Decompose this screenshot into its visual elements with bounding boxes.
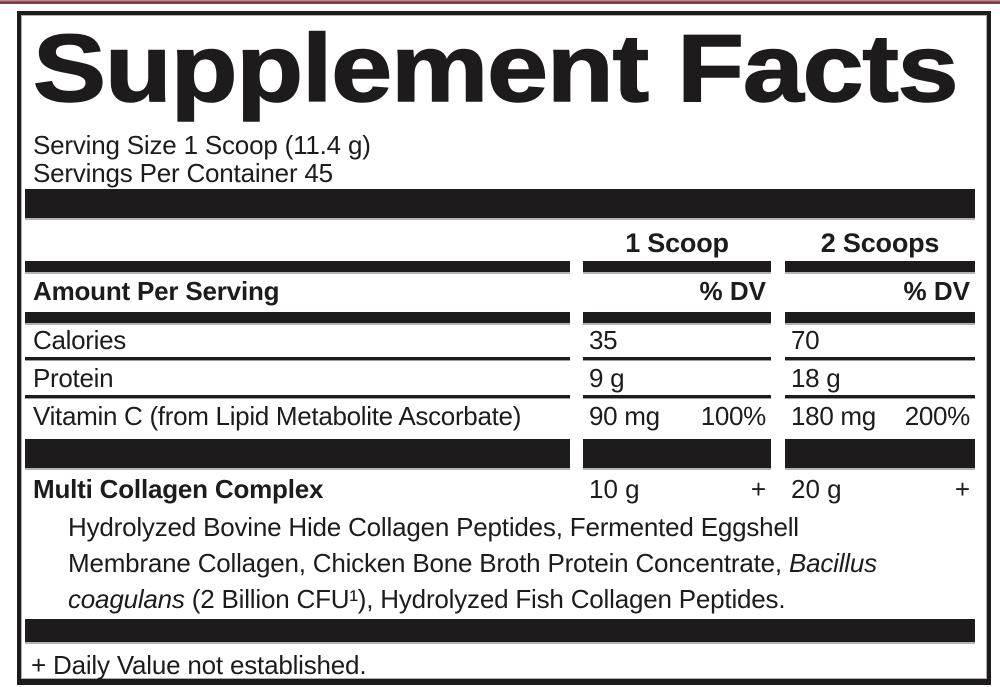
rule-segment [583,395,771,398]
dv-value-col1 [766,325,771,356]
amount-value-col2: 20 g [791,473,842,504]
amount-value-col2: 180 mg [791,400,876,431]
divider-segment [785,261,975,272]
divider-segment [583,261,771,272]
scoop-header-row [25,218,975,261]
dv-value-col1: 100% [700,400,766,431]
nutrient-row-calories [25,323,975,357]
nutrient-row-protein [25,361,975,395]
serving-info [33,131,975,187]
hairline-rule [25,357,975,360]
hairline-rule [25,395,975,398]
divider-bar-top [25,189,975,218]
dv-value-col1: + [750,473,766,504]
complex-row [25,472,975,506]
rule-segment [785,395,975,398]
dv-value-col1 [766,363,771,394]
divider-segment [785,312,975,323]
dv-value-col2: 200% [904,400,970,431]
nutrient-name: Vitamin C (from Lipid Metabolite Ascorbate) [33,400,522,431]
divider-segment [583,312,771,323]
nutrient-name: Protein [33,362,114,393]
complex-name: Multi Collagen Complex [33,473,324,504]
divider-segment [25,439,570,468]
dv-header-col2: % DV [903,276,970,306]
divider-bar-footnote [25,619,975,642]
divider-segment [785,439,975,468]
nutrient-name: Calories [33,324,126,355]
rule-segment [25,395,570,398]
divider-segment [25,312,570,323]
amount-value-col1: 35 [589,324,618,355]
divider-segment [583,439,771,468]
amount-per-serving-row [25,272,975,312]
dv-value-col2: + [954,473,970,504]
dv-value-col2 [970,363,975,394]
column-header-1-scoop: 1 Scoop [625,228,729,258]
serving-size-line: Serving Size 1 Scoop (11.4 g) [33,130,371,160]
amount-per-serving-label: Amount Per Serving [33,276,280,306]
rule-segment [25,357,570,360]
amount-value-col1: 9 g [589,362,625,393]
panel-content [25,15,975,680]
divider-segment [25,261,570,272]
amount-value-col1: 90 mg [589,400,660,431]
column-header-2-scoops: 2 Scoops [820,228,940,258]
amount-value-col1: 10 g [589,473,640,504]
dv-value-col2 [970,325,975,356]
supplement-facts-panel [17,11,991,685]
divider-bar-segmented-thick [25,439,975,468]
top-accent-strip [0,0,1000,4]
divider-bar-segmented [25,312,975,323]
panel-title: Supplement Facts [33,15,958,122]
servings-per-container-line: Servings Per Container 45 [33,158,333,188]
rule-segment [785,357,975,360]
daily-value-footnote: + Daily Value not established. [31,650,367,680]
nutrient-row-vitamin-c [25,399,975,433]
complex-description: Hydrolyzed Bovine Hide Collagen Peptides, Fermented Eggshell Membrane Collagen, Chicken Bone Broth Protein Concentrate, Bacillus coagulans (2 Billion CFU¹), Hydrolyzed Fish Collagen Peptides. [68,512,877,614]
rule-segment [583,357,771,360]
divider-bar-segmented [25,261,975,272]
dv-header-col1: % DV [699,276,766,306]
amount-value-col2: 70 [791,324,820,355]
amount-value-col2: 18 g [791,362,841,393]
